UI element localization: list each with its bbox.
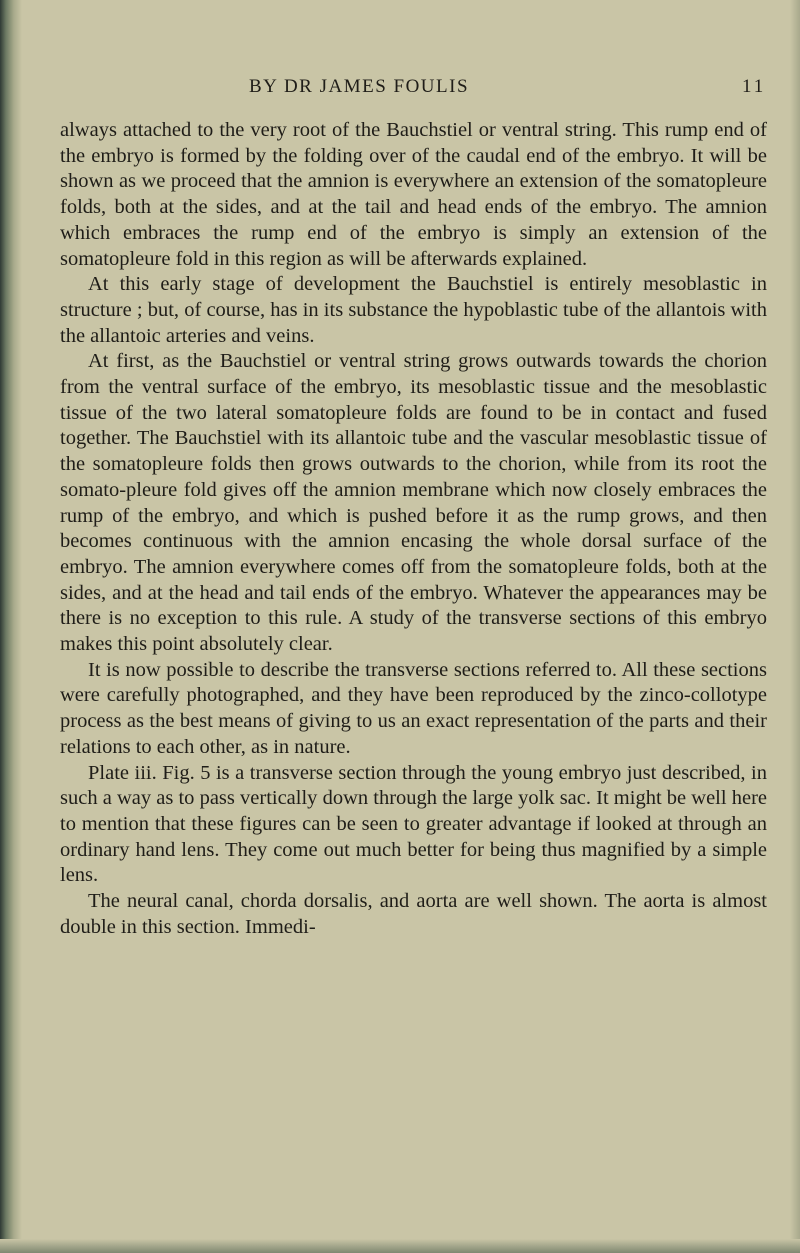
paragraph: always attached to the very root of the Bauchstiel or ventral string. This rump end of the embryo is formed by the folding over of the caudal end of the embryo. It will be shown as we proceed that the amnion is everywhere an extension of the somatopleure folds, both at the sides, and at the tail and head ends of the embryo. The amnion which embraces the rump end of the embryo is simply an extension of the somatopleure fold in this region as will be afterwards explained.: [60, 119, 767, 270]
page-bottom-edge: [0, 1239, 800, 1253]
page-number: 11: [742, 76, 767, 97]
paragraph: At first, as the Bauchstiel or ventral string grows outwards towards the chorion from the ventral surface of the embryo, its mesoblastic tissue and the mesoblastic tissue of the two lateral somatopleure folds are found to be in contact and fused together. The Bauchstiel with its allantoic tube and the vascular mesoblastic tissue of the somatopleure folds then grows outwards to the chorion, while from its root the somato-pleure fold gives off the amnion membrane which now closely embraces the rump of the embryo, and which is pushed before it as the rump grows, and then becomes continuous with the amnion encasing the whole dorsal surface of the embryo. The amnion everywhere comes off from the somatopleure folds, both at the sides, and at the head and tail ends of the embryo. Whatever the appearances may be there is no exception to this rule. A study of the transverse sections of this embryo makes this point absolutely clear.: [60, 350, 767, 656]
page-binding-shadow: [0, 0, 22, 1253]
running-title: BY DR JAMES FOULIS: [249, 76, 470, 97]
body-text: [60, 118, 767, 941]
page-header: [0, 76, 800, 102]
page-edge-shadow: [790, 0, 800, 1253]
paragraph: At this early stage of development the Bauchstiel is entirely mesoblastic in structure ; but, of course, has in its substance the hypoblastic tube of the allantois with the allantoic arteries and veins.: [60, 273, 767, 347]
paragraph: It is now possible to describe the transverse sections referred to. All these sections were carefully photographed, and they have been reproduced by the zinco-collotype process as the best means of giving to us an exact representation of the parts and their relations to each other, as in nature.: [60, 658, 767, 758]
paragraph: Plate iii. Fig. 5 is a transverse section through the young embryo just described, in such a way as to pass vertically down through the large yolk sac. It might be well here to mention that these figures can be seen to greater advantage if looked at through an ordinary hand lens. They come out much better for being thus magnified by a simple lens.: [60, 761, 767, 887]
paragraph: The neural canal, chorda dorsalis, and aorta are well shown. The aorta is almost double in this section. Immedi-: [60, 890, 767, 938]
